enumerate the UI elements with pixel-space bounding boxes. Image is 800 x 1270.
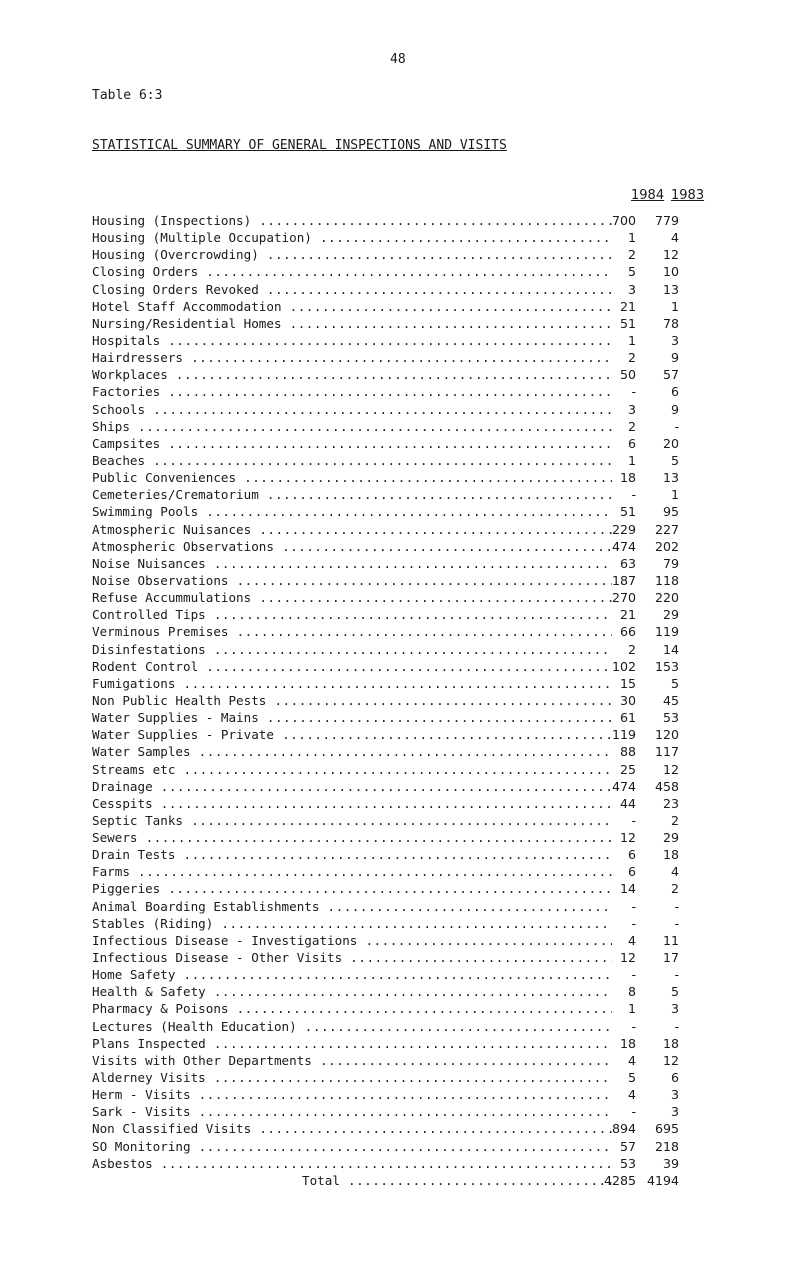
value-1984: 53 [619, 1155, 636, 1171]
value-1984: 2 [627, 247, 636, 263]
table-row [92, 1120, 732, 1137]
row-label: Beaches ..... [92, 452, 612, 469]
row-label: Water Supplies - Private ..... [92, 726, 612, 743]
value-1984: - [631, 915, 636, 931]
value-1983: 9 [670, 350, 679, 366]
value-1984: 44 [619, 795, 636, 811]
table-row [92, 1086, 732, 1103]
value-1984: 15 [619, 675, 636, 691]
table-row [92, 812, 732, 829]
value-1983: 4 [670, 864, 679, 880]
value-1983: 14 [662, 641, 679, 657]
row-label: Cemeteries/Crematorium ..... [92, 486, 612, 503]
value-1984: 894 [611, 1121, 636, 1137]
value-1984: 1 [627, 230, 636, 246]
value-1983: 10 [662, 264, 679, 280]
total-1984: 4285 [603, 1172, 636, 1188]
table-row [92, 761, 732, 778]
row-label: Drain Tests ..... [92, 846, 612, 863]
value-1984: 18 [619, 470, 636, 486]
value-1983: 11 [662, 932, 679, 948]
row-label: Herm - Visits ..... [92, 1086, 612, 1103]
page-number: 48 [390, 52, 406, 67]
year-header-1983: 1983 [671, 188, 705, 203]
value-1983: 13 [662, 281, 679, 297]
row-label: Lectures (Health Education) ..... [92, 1018, 612, 1035]
value-1983: 18 [662, 847, 679, 863]
value-1984: 3 [627, 281, 636, 297]
value-1984: 51 [619, 315, 636, 331]
value-1984: 102 [611, 658, 636, 674]
value-1984: 2 [627, 641, 636, 657]
value-1983: 29 [662, 830, 679, 846]
value-1984: 187 [611, 572, 636, 588]
value-1983: 29 [662, 607, 679, 623]
value-1984: 14 [619, 881, 636, 897]
value-1983: 12 [662, 1052, 679, 1068]
value-1984: 25 [619, 761, 636, 777]
table-label: Table 6:3 [92, 88, 163, 103]
value-1983: 458 [654, 778, 679, 794]
row-label: Noise Nuisances ..... [92, 555, 612, 572]
table-row [92, 435, 732, 452]
table-row [92, 366, 732, 383]
row-label: Hospitals ..... [92, 332, 612, 349]
value-1984: 1 [627, 332, 636, 348]
table-row [92, 966, 732, 983]
value-1984: 4 [627, 1052, 636, 1068]
table-row [92, 469, 732, 486]
value-1984: - [631, 1018, 636, 1034]
table-row [92, 692, 732, 709]
table-row [92, 332, 732, 349]
table-row [92, 349, 732, 366]
value-1984: 57 [619, 1138, 636, 1154]
value-1983: 3 [670, 1001, 679, 1017]
table-row [92, 709, 732, 726]
row-label: Home Safety ..... [92, 966, 612, 983]
value-1983: 119 [654, 624, 679, 640]
value-1984: 51 [619, 504, 636, 520]
table-row [92, 743, 732, 760]
table-row [92, 572, 732, 589]
value-1983: 118 [654, 572, 679, 588]
row-label: Campsites ..... [92, 435, 612, 452]
row-label: Health & Safety ..... [92, 983, 612, 1000]
value-1983: 4 [670, 230, 679, 246]
table-row [92, 452, 732, 469]
value-1984: 21 [619, 607, 636, 623]
value-1983: 95 [662, 504, 679, 520]
row-label: Asbestos ..... [92, 1155, 612, 1172]
table-row [92, 229, 732, 246]
table-row [92, 983, 732, 1000]
row-label: Factories ..... [92, 383, 612, 400]
row-label: Nursing/Residential Homes ..... [92, 315, 612, 332]
value-1983: 218 [654, 1138, 679, 1154]
table-row [92, 1069, 732, 1086]
value-1984: 474 [611, 778, 636, 794]
table-row [92, 486, 732, 503]
table-row [92, 726, 732, 743]
table-row [92, 503, 732, 520]
row-label: Plans Inspected ..... [92, 1035, 612, 1052]
value-1984: 88 [619, 744, 636, 760]
row-label: Non Public Health Pests ..... [92, 692, 612, 709]
table-row [92, 212, 732, 229]
table-row [92, 880, 732, 897]
value-1983: 53 [662, 710, 679, 726]
value-1984: 5 [627, 264, 636, 280]
value-1983: 13 [662, 470, 679, 486]
table-row [92, 1103, 732, 1120]
row-label: Stables (Riding) ..... [92, 915, 612, 932]
value-1983: 202 [654, 538, 679, 554]
table-row [92, 846, 732, 863]
value-1983: 6 [670, 384, 679, 400]
value-1984: 6 [627, 847, 636, 863]
row-label: Workplaces ..... [92, 366, 612, 383]
table-row [92, 263, 732, 280]
value-1983: 17 [662, 950, 679, 966]
row-label: Housing (Inspections) ..... [92, 212, 612, 229]
row-label: Atmospheric Observations ..... [92, 538, 612, 555]
value-1983: 12 [662, 247, 679, 263]
value-1983: 9 [670, 401, 679, 417]
row-label: Public Conveniences ..... [92, 469, 612, 486]
row-label: Rodent Control ..... [92, 658, 612, 675]
table-row [92, 298, 732, 315]
value-1984: 2 [627, 418, 636, 434]
table-row [92, 641, 732, 658]
value-1983: 18 [662, 1035, 679, 1051]
value-1984: - [631, 898, 636, 914]
table-row [92, 898, 732, 915]
value-1984: 5 [627, 1070, 636, 1086]
table-row [92, 949, 732, 966]
value-1983: - [674, 898, 679, 914]
row-label: SO Monitoring ..... [92, 1138, 612, 1155]
value-1983: 20 [662, 435, 679, 451]
value-1983: 78 [662, 315, 679, 331]
table-row [92, 521, 732, 538]
row-label: Sewers ..... [92, 829, 612, 846]
table-row [92, 1155, 732, 1172]
total-1983: 4194 [646, 1172, 679, 1188]
table-row [92, 246, 732, 263]
value-1983: 23 [662, 795, 679, 811]
table-row [92, 915, 732, 932]
value-1984: - [631, 967, 636, 983]
table-row [92, 1018, 732, 1035]
row-label: Controlled Tips ..... [92, 606, 612, 623]
row-label: Fumigations ..... [92, 675, 612, 692]
value-1984: 30 [619, 692, 636, 708]
value-1983: 39 [662, 1155, 679, 1171]
value-1983: 117 [654, 744, 679, 760]
table-row [92, 623, 732, 640]
row-label: Atmospheric Nuisances ..... [92, 521, 612, 538]
value-1984: 4 [627, 1087, 636, 1103]
value-1984: 61 [619, 710, 636, 726]
value-1983: 2 [670, 812, 679, 828]
value-1983: 3 [670, 332, 679, 348]
value-1984: 6 [627, 435, 636, 451]
value-1983: 3 [670, 1104, 679, 1120]
table-row [92, 589, 732, 606]
value-1983: - [674, 418, 679, 434]
row-label: Alderney Visits ..... [92, 1069, 612, 1086]
value-1984: 700 [611, 213, 636, 228]
row-label: Pharmacy & Poisons ..... [92, 1000, 612, 1017]
inspection-table [92, 212, 732, 1189]
value-1984: 21 [619, 298, 636, 314]
value-1984: 119 [611, 727, 636, 743]
value-1983: - [674, 967, 679, 983]
row-label: Piggeries ..... [92, 880, 612, 897]
row-label: Housing (Overcrowding) ..... [92, 246, 612, 263]
table-row [92, 863, 732, 880]
value-1983: 5 [670, 984, 679, 1000]
value-1984: 6 [627, 864, 636, 880]
table-row [92, 778, 732, 795]
value-1984: - [631, 384, 636, 400]
value-1984: - [631, 487, 636, 503]
table-row [92, 281, 732, 298]
row-label: Housing (Multiple Occupation) ..... [92, 229, 612, 246]
row-label: Drainage ..... [92, 778, 612, 795]
value-1983: - [674, 1018, 679, 1034]
row-label: Animal Boarding Establishments ..... [92, 898, 612, 915]
value-1984: 270 [611, 590, 636, 606]
value-1983: 153 [654, 658, 679, 674]
row-label: Infectious Disease - Investigations ..... [92, 932, 612, 949]
value-1984: 1 [627, 1001, 636, 1017]
value-1984: 4 [627, 932, 636, 948]
value-1983: 57 [662, 367, 679, 383]
value-1984: 50 [619, 367, 636, 383]
table-row [92, 418, 732, 435]
row-label: Noise Observations ..... [92, 572, 612, 589]
table-row [92, 1138, 732, 1155]
value-1984: 2 [627, 350, 636, 366]
row-label: Visits with Other Departments ..... [92, 1052, 612, 1069]
table-row [92, 829, 732, 846]
table-row [92, 1000, 732, 1017]
row-label: Non Classified Visits ..... [92, 1120, 612, 1137]
value-1983: 5 [670, 675, 679, 691]
value-1983: - [674, 915, 679, 931]
table-row [92, 1052, 732, 1069]
table-row [92, 555, 732, 572]
value-1983: 220 [654, 590, 679, 606]
value-1984: 18 [619, 1035, 636, 1051]
table-row [92, 538, 732, 555]
table-title: STATISTICAL SUMMARY OF GENERAL INSPECTIONS AND VISITS [92, 138, 507, 153]
row-label: Ships ..... [92, 418, 612, 435]
value-1984: 3 [627, 401, 636, 417]
row-label: Septic Tanks ..... [92, 812, 612, 829]
value-1983: 3 [670, 1087, 679, 1103]
value-1984: 12 [619, 950, 636, 966]
value-1984: - [631, 812, 636, 828]
value-1983: 6 [670, 1070, 679, 1086]
table-row [92, 401, 732, 418]
year-header-1984: 1984 [631, 188, 665, 203]
value-1983: 1 [670, 298, 679, 314]
table-row [92, 795, 732, 812]
value-1984: 63 [619, 555, 636, 571]
table-row [92, 658, 732, 675]
value-1983: 120 [654, 727, 679, 743]
row-label: Streams etc ..... [92, 761, 612, 778]
value-1983: 1 [670, 487, 679, 503]
table-row [92, 932, 732, 949]
row-label: Water Supplies - Mains ..... [92, 709, 612, 726]
total-label: Total ..... [302, 1172, 612, 1189]
table-row [92, 675, 732, 692]
row-label: Hotel Staff Accommodation ..... [92, 298, 612, 315]
value-1983: 2 [670, 881, 679, 897]
value-1984: - [631, 1104, 636, 1120]
row-label: Water Samples ..... [92, 743, 612, 760]
row-label: Sark - Visits ..... [92, 1103, 612, 1120]
table-row [92, 383, 732, 400]
value-1983: 779 [654, 213, 679, 228]
value-1983: 5 [670, 452, 679, 468]
row-label: Hairdressers ..... [92, 349, 612, 366]
value-1984: 1 [627, 452, 636, 468]
row-label: Infectious Disease - Other Visits ..... [92, 949, 612, 966]
value-1984: 12 [619, 830, 636, 846]
value-1984: 474 [611, 538, 636, 554]
table-row [92, 315, 732, 332]
table-row [92, 606, 732, 623]
row-label: Verminous Premises ..... [92, 623, 612, 640]
table-row [92, 1035, 732, 1052]
row-label: Cesspits ..... [92, 795, 612, 812]
value-1983: 227 [654, 521, 679, 537]
total-row [92, 1172, 732, 1189]
row-label: Refuse Accummulations ..... [92, 589, 612, 606]
value-1983: 12 [662, 761, 679, 777]
row-label: Disinfestations ..... [92, 641, 612, 658]
value-1984: 229 [611, 521, 636, 537]
value-1983: 79 [662, 555, 679, 571]
row-label: Closing Orders ..... [92, 263, 612, 280]
row-label: Swimming Pools ..... [92, 503, 612, 520]
value-1984: 66 [619, 624, 636, 640]
row-label: Farms ..... [92, 863, 612, 880]
row-label: Schools ..... [92, 401, 612, 418]
row-label: Closing Orders Revoked ..... [92, 281, 612, 298]
value-1983: 45 [662, 692, 679, 708]
value-1983: 695 [654, 1121, 679, 1137]
value-1984: 8 [627, 984, 636, 1000]
